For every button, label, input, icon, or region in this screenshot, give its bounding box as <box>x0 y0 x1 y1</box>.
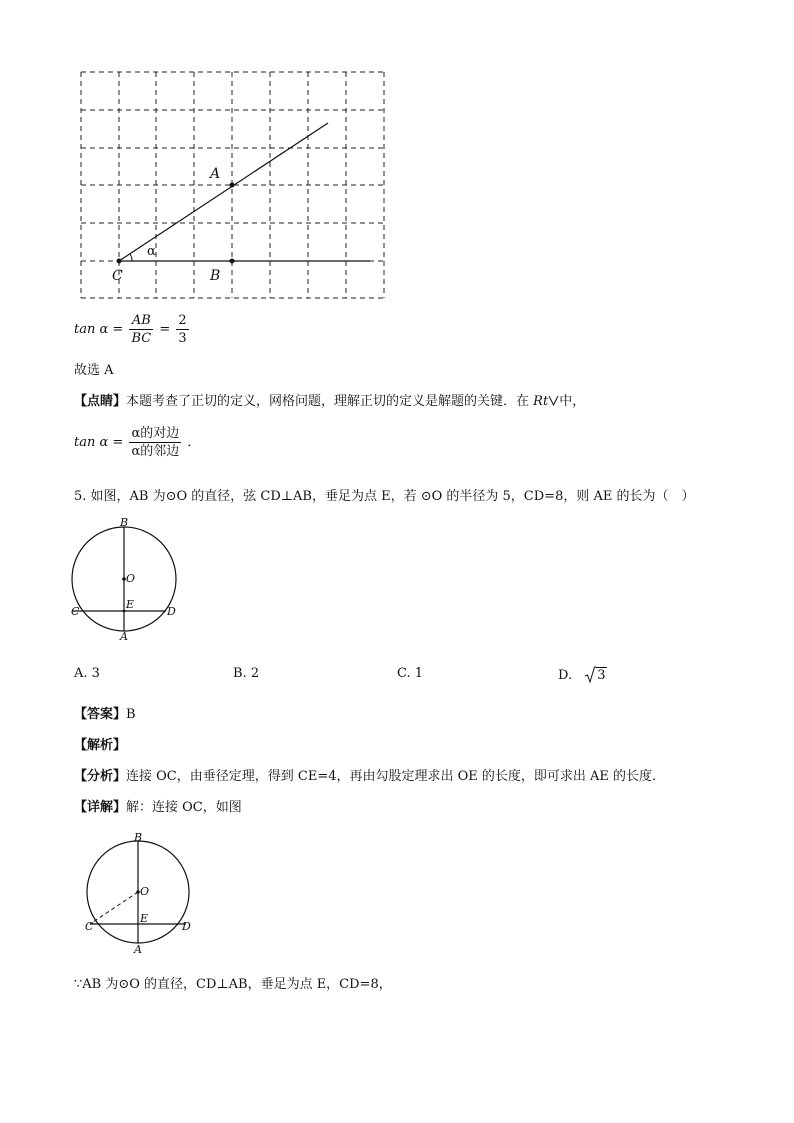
option-d-label: D. <box>558 668 573 683</box>
xiangjie-text: 解：连接 OC，如图 <box>126 800 242 815</box>
tan-equation <box>74 312 191 347</box>
xiangjie-paragraph <box>74 796 242 815</box>
label-c: C <box>112 268 123 284</box>
circle-label-d: D <box>167 605 176 618</box>
circle2-label-e: E <box>140 912 149 925</box>
dianjing-tail: 中， <box>559 394 586 409</box>
dianjing-text: 本题考查了正切的定义，网格问题，理解正切的定义是解题的关键．在 <box>126 394 530 409</box>
circle-label-c: C <box>71 605 80 618</box>
fraction-def-den: α的邻边 <box>131 444 180 459</box>
answer-tag: 【答案】 <box>74 707 127 722</box>
fraction-def <box>129 425 181 460</box>
question-5: 5. 如图，AB 为⊙O 的直径，弦 CD⊥AB，垂足为点 E，若 ⊙O 的半径为 5，CD=8，则 AE 的长为（ ） <box>74 489 695 504</box>
line-ca <box>119 123 328 261</box>
segment-oc-dashed <box>90 892 138 924</box>
fraction-ab-bc <box>129 312 153 347</box>
equals-sign: = <box>159 322 171 337</box>
fraction-def-num: α的对边 <box>131 426 180 441</box>
label-alpha: α <box>147 244 156 259</box>
xiangjie-tag: 【详解】 <box>74 800 127 815</box>
label-b: B <box>210 268 221 284</box>
circle2-label-a: A <box>134 943 142 956</box>
fraction-den-bc: BC <box>131 331 152 346</box>
choose-line: 故选 A <box>74 363 114 378</box>
option-d-radicand: 3 <box>597 668 606 683</box>
answer-line <box>74 703 136 722</box>
answer-value: B <box>126 707 136 722</box>
circle2-label-c: C <box>85 920 94 933</box>
option-a: A. 3 <box>74 666 100 681</box>
option-b: B. 2 <box>233 666 260 681</box>
circle2-label-o: O <box>140 885 150 898</box>
tan-def-lhs: tan α = <box>74 435 124 450</box>
rt-text: Rt <box>533 394 549 409</box>
circle2-label-b: B <box>134 831 143 844</box>
tan-def-end: ． <box>187 435 201 450</box>
point-c <box>117 259 122 264</box>
dianjing-paragraph <box>74 390 585 409</box>
fraction-num-ab: AB <box>129 312 153 330</box>
option-d <box>558 666 607 684</box>
fraction-two-thirds <box>176 312 188 347</box>
point-e <box>123 610 126 613</box>
dianjing-tag: 【点睛】 <box>74 394 127 409</box>
fenxi-text: 连接 OC，由垂径定理，得到 CE=4，再由勾股定理求出 OE 的长度，即可求出 AE 的长度． <box>126 769 666 784</box>
because-line: ∵AB 为⊙O 的直径，CD⊥AB，垂足为点 E，CD=8， <box>74 977 392 992</box>
tan-definition <box>74 425 200 460</box>
circle2-label-d: D <box>182 920 191 933</box>
tan-lhs: tan α = <box>74 322 124 337</box>
fenxi-paragraph <box>74 765 665 784</box>
fenxi-tag: 【分析】 <box>74 769 127 784</box>
circle-label-b: B <box>120 516 129 529</box>
point-b <box>230 259 235 264</box>
circle-label-e: E <box>126 598 135 611</box>
circle-figure <box>62 515 187 645</box>
triangle-icon <box>548 395 559 406</box>
label-a: A <box>210 166 221 182</box>
angle-arc <box>130 254 132 261</box>
sqrt-icon <box>584 666 596 684</box>
point-a <box>230 183 235 188</box>
fraction-den-3: 3 <box>178 331 187 346</box>
option-c: C. 1 <box>397 666 424 681</box>
circle-label-o: O <box>126 572 136 585</box>
circle-label-a: A <box>120 630 128 643</box>
analysis-tag: 【解析】 <box>74 738 127 753</box>
circle-figure-2 <box>76 832 201 954</box>
fraction-num-2: 2 <box>178 313 187 328</box>
